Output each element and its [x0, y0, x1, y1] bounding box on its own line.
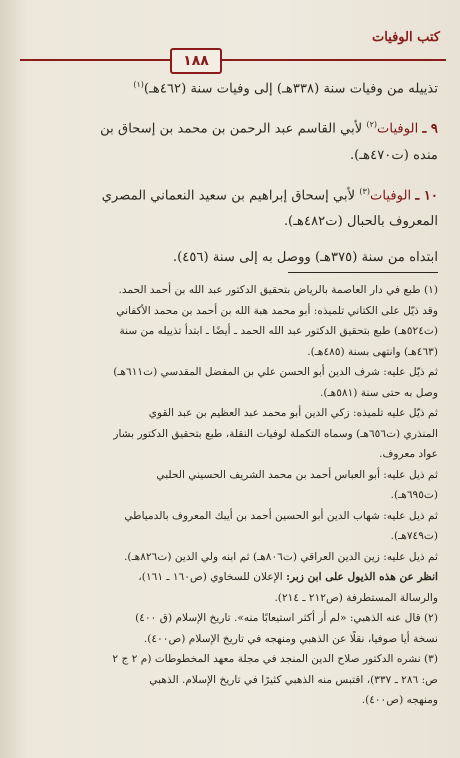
- header-rule: [20, 59, 446, 61]
- item-text: لأبي القاسم عبد الرحمن بن محمد بن إسحاق بن: [100, 121, 363, 137]
- footnote-line: المنذري (ت٦٥٦هـ) وسماه التكملة لوفيات النقلة، طبع بتحقيق الدكتور بشار: [113, 427, 438, 440]
- footnote-line: وقد ذيّل على الكتاني تلميذه: أبو محمد هبة الله بن أحمد بن محمد الأكفاني: [116, 304, 438, 317]
- footnote-line: ثم ذيل عليه: زين الدين العراقي (ت٨٠٦هـ) ثم ابنه ولي الدين (ت٨٢٦هـ).: [124, 550, 438, 563]
- bold-note: انظر عن هذه الذيول على ابن زبر:: [286, 571, 438, 583]
- item-title: الوفيات: [377, 121, 419, 137]
- footnote-line: (٢) قال عنه الذهبي: «لم أر أكثر استيعابًا منه». تاريخ الإسلام (ق ٤٠٠): [135, 612, 438, 624]
- footnote-line: ثم ذيّل عليه تلميذه: زكي الدين أبو محمد عبد العظيم بن عبد القوي: [148, 407, 438, 419]
- footnote-line: (ت٥٢٤هـ) طبع بتحقيق الدكتور عبد الله الحمد ـ أيضًا ـ ابتدأ تذييله من سنة: [119, 325, 438, 337]
- footnotes: [18, 280, 438, 711]
- note-text: الإعلان للسخاوي (ص١٦٠ ـ ١٦١)،: [138, 571, 283, 583]
- footnote-line: (٣) نشره الدكتور صلاح الدين المنجد في مجلة معهد المخطوطات (م ٢ ج ٢: [112, 653, 438, 665]
- item-9: [22, 112, 438, 142]
- footnote-line: ثم ذيل عليه: أبو العباس أحمد بن محمد الشريف الحسيني الحلبي: [156, 468, 438, 481]
- footnote-line: (١) طبع في دار العاصمة بالرياض بتحقيق الدكتور عبد الله بن أحمد الحمد.: [118, 284, 438, 296]
- page-number: ١٨٨: [170, 48, 222, 74]
- footnote-line: ومنهجه (ص٤٠٠).: [361, 694, 438, 706]
- footnote-line: (٤٦٣هـ) وانتهى بسنة (٤٨٥هـ).: [307, 345, 438, 358]
- item-title: الوفيات: [369, 188, 412, 204]
- footnote-line: ثم ذيّل عليه: شرف الدين أبو الحسن علي بن المفضل المقدسي (ت٦١١هـ): [113, 366, 438, 378]
- footnote-line: (ت٦٩٥هـ).: [390, 489, 438, 501]
- footnote-line: عواد معروف.: [379, 448, 438, 460]
- item-number: ١٠ ـ: [415, 188, 438, 204]
- footnote-line: والرسالة المستطرفة (ص٢١٢ ـ ٢١٤).: [274, 591, 438, 604]
- main-text: [22, 72, 438, 271]
- running-title: كتب الوفيات: [371, 30, 440, 45]
- item-9-cont: منده (ت٤٧٠هـ).: [349, 147, 438, 163]
- item-10: [22, 179, 438, 209]
- footnote-ref: (٢): [366, 120, 378, 130]
- item-number: ٩ ـ: [422, 121, 438, 137]
- item-10-cont-2: ابتداه من سنة (٣٧٥هـ) ووصل به إلى سنة (٤٥٦).: [172, 250, 438, 266]
- footnote-line: ص: ٢٨٦ ـ ٣٣٧)، اقتبس منه الذهبي كثيرًا في تاريخ الإسلام. الذهبي: [149, 673, 438, 686]
- page-header: [20, 30, 446, 69]
- footnote-line: نسخة أيا صوفيا، نقلًا عن الذهبي ومنهجه في تاريخ الإسلام (ص٤٠٠).: [143, 632, 438, 645]
- main-line: [22, 72, 438, 102]
- main-text-line: تذييله من وفيات سنة (٣٣٨هـ) إلى وفيات سنة (٤٦٢هـ): [143, 81, 438, 97]
- item-text: لأبي إسحاق إبراهيم بن سعيد النعماني المصري: [101, 188, 356, 204]
- item-10-cont: المعروف بالحبال (ت٤٨٢هـ).: [283, 214, 438, 230]
- footnote-ref: (١): [133, 80, 144, 89]
- footnote-line: [18, 567, 438, 588]
- footnote-line: ثم ذيل عليه: شهاب الدين أبو الحسين أحمد بن أيبك المعروف بالدمياطي: [124, 509, 438, 522]
- footnote-line: (ت٧٤٩هـ).: [390, 530, 438, 542]
- footnote-rule: [288, 272, 438, 273]
- footnote-line: وصل به حتى سنة (٥٨١هـ).: [320, 386, 438, 399]
- footnote-ref: (٣): [359, 186, 370, 196]
